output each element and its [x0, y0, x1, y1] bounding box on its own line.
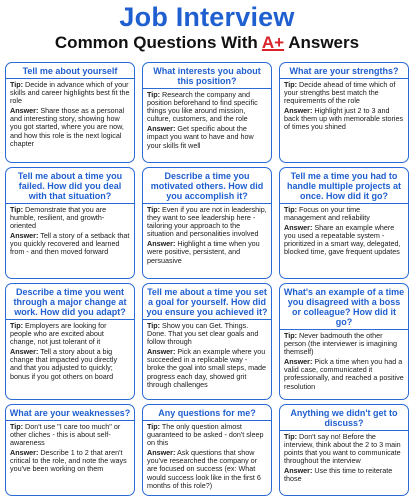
card-major-change — [5, 283, 135, 400]
card-tip — [10, 322, 130, 346]
card-interest-in-position — [142, 62, 272, 163]
answer-label: Answer: — [147, 347, 176, 357]
card-answer — [147, 348, 267, 388]
tip-text: Focus on your time management and reliability — [284, 205, 370, 223]
tip-text: Don't say no! Before the interview, think about the 2 to 3 main points that you want to communicate throughout the interview — [284, 432, 401, 466]
card-tip — [147, 423, 267, 447]
tip-text: The only question almost guaranteed to be asked - don't sleep on this — [147, 422, 264, 448]
card-question: Tell me a time you had to handle multiple projects at once. How did it go? — [280, 171, 408, 204]
card-set-a-goal — [142, 283, 272, 400]
a-plus-grade: A+ — [261, 33, 285, 52]
card-answer — [10, 107, 130, 147]
card-answer — [147, 240, 267, 264]
question-grid — [5, 62, 409, 496]
header — [0, 0, 414, 60]
answer-label: Answer: — [147, 124, 176, 134]
card-question: Tell me about a time you set a goal for yourself. How did you ensure you achieved it? — [143, 287, 271, 320]
tip-label: Tip: — [10, 205, 24, 214]
tip-text: Show you can Get. Things. Done. That you set clear goals and follow through — [147, 321, 259, 347]
page-subtitle — [0, 32, 414, 54]
card-answer — [284, 224, 404, 256]
card-question: Tell me about yourself — [6, 66, 134, 79]
subtitle-text-end: Answers — [284, 33, 360, 52]
card-answer — [10, 449, 130, 473]
card-question: Tell me about a time you failed. How did you deal with that situation? — [6, 171, 134, 204]
answer-text: Ask questions that show you've researched the company or are focused on success (ex: What would success look like in the first 6 months of this role?) — [147, 448, 261, 490]
tip-label: Tip: — [284, 205, 298, 214]
card-tip — [10, 206, 130, 230]
answer-label: Answer: — [147, 239, 176, 249]
answer-label: Answer: — [10, 347, 39, 357]
answer-label: Answer: — [284, 223, 313, 233]
card-question: What are your weaknesses? — [6, 408, 134, 421]
card-question: What's an example of a time you disagreed with a boss or colleague? How did it go? — [280, 287, 408, 330]
card-strengths — [279, 62, 409, 163]
page-title: Job Interview — [119, 2, 295, 32]
tip-text: Research the company and position beforehand to find specific things you like around mission, culture, customers, and the role — [147, 90, 258, 124]
answer-label: Answer: — [284, 466, 313, 476]
answer-text: Get specific about the impact you want to have and how your skills fit well — [147, 124, 254, 150]
card-question: Any questions for me? — [143, 408, 271, 421]
card-weaknesses — [5, 404, 135, 496]
tip-text: Decide ahead of time which of your strengths best match the requirements of the role — [284, 80, 396, 106]
tip-label: Tip: — [147, 90, 161, 99]
card-question: Describe a time you went through a major change at work. How did you adapt? — [6, 287, 134, 320]
card-answer — [147, 449, 267, 489]
answer-label: Answer: — [10, 231, 39, 241]
card-tip — [147, 91, 267, 123]
tip-label: Tip: — [147, 422, 161, 431]
card-question: Describe a time you motivated others. How did you accomplish it? — [143, 171, 271, 204]
tip-text: Employers are looking for people who are excited about change, not just tolerant of it — [10, 321, 107, 347]
card-tip — [147, 322, 267, 346]
card-tip — [147, 206, 267, 238]
tip-label: Tip: — [284, 432, 298, 441]
answer-text: Highlight just 2 to 3 and back them up with memorable stories of times you shined — [284, 106, 404, 132]
answer-text: Highlight a time when you were positive, persistent, and persuasive — [147, 239, 260, 265]
card-tip — [284, 332, 404, 356]
card-tip — [284, 206, 404, 222]
answer-text: Pick an example where you succeeded in a replicable way - broke the goal into small steps, made progress each day, showed grit through challenges — [147, 347, 267, 389]
card-answer — [10, 232, 130, 256]
tip-label: Tip: — [10, 321, 24, 330]
card-anything-else — [279, 404, 409, 496]
answer-text: Share those as a personal and interesting story, showing how you got started, where you are now, and how this role is the next logical chapter — [10, 106, 125, 148]
tip-label: Tip: — [147, 321, 161, 330]
answer-text: Tell a story of a setback that you quickly recovered and learned from - and then moved forward — [10, 231, 130, 257]
tip-label: Tip: — [147, 205, 161, 214]
card-answer — [284, 358, 404, 390]
tip-text: Don't use "I care too much" or other cliches - this is about self-awareness — [10, 422, 121, 448]
card-tip — [284, 433, 404, 465]
card-question: What are your strengths? — [280, 66, 408, 79]
tip-label: Tip: — [10, 80, 24, 89]
tip-text: Even if you are not in leadership, they want to see leadership here - tailoring your approach to the situation and personalities involved — [147, 205, 267, 239]
tip-label: Tip: — [284, 80, 298, 89]
card-tip — [10, 423, 130, 447]
card-answer — [147, 125, 267, 149]
tip-label: Tip: — [10, 422, 24, 431]
card-failure — [5, 167, 135, 279]
card-question: Anything we didn't get to discuss? — [280, 408, 408, 431]
card-disagreement — [279, 283, 409, 400]
answer-text: Use this time to reiterate those — [284, 466, 393, 484]
card-answer — [284, 467, 404, 483]
answer-label: Answer: — [10, 448, 39, 458]
card-answer — [10, 348, 130, 380]
card-motivated-others — [142, 167, 272, 279]
card-question: What interests you about this position? — [143, 66, 271, 89]
answer-text: Describe 1 to 2 that aren't critical to the role, and note the ways you've been working on them — [10, 448, 127, 474]
card-tell-me-about-yourself — [5, 62, 135, 163]
card-tip — [284, 81, 404, 105]
answer-label: Answer: — [284, 106, 313, 116]
answer-label: Answer: — [284, 357, 313, 367]
card-answer — [284, 107, 404, 131]
tip-text: Never badmouth the other person (the interviewer is imagining themself) — [284, 331, 398, 357]
tip-label: Tip: — [284, 331, 298, 340]
answer-text: Pick a time when you had a valid case, communicated it professionally, and reached a positive resolution — [284, 357, 404, 391]
card-multiple-projects — [279, 167, 409, 279]
answer-label: Answer: — [147, 448, 176, 458]
card-questions-for-me — [142, 404, 272, 496]
subtitle-text-start: Common Questions With — [54, 33, 262, 52]
tip-text: Demonstrate that you are humble, resilient, and growth-oriented — [10, 205, 107, 231]
answer-text: Share an example where you used a repeatable system - prioritized in a smart way, delegated, blocked time, gave frequent updates — [284, 223, 401, 257]
card-tip — [10, 81, 130, 105]
answer-text: Tell a story about a big change that impacted you directly and that you adjusted to quickly; bonus if you got others on board — [10, 347, 118, 381]
tip-text: Decide in advance which of your skills and career highlights best fit the role — [10, 80, 130, 106]
answer-label: Answer: — [10, 106, 39, 116]
